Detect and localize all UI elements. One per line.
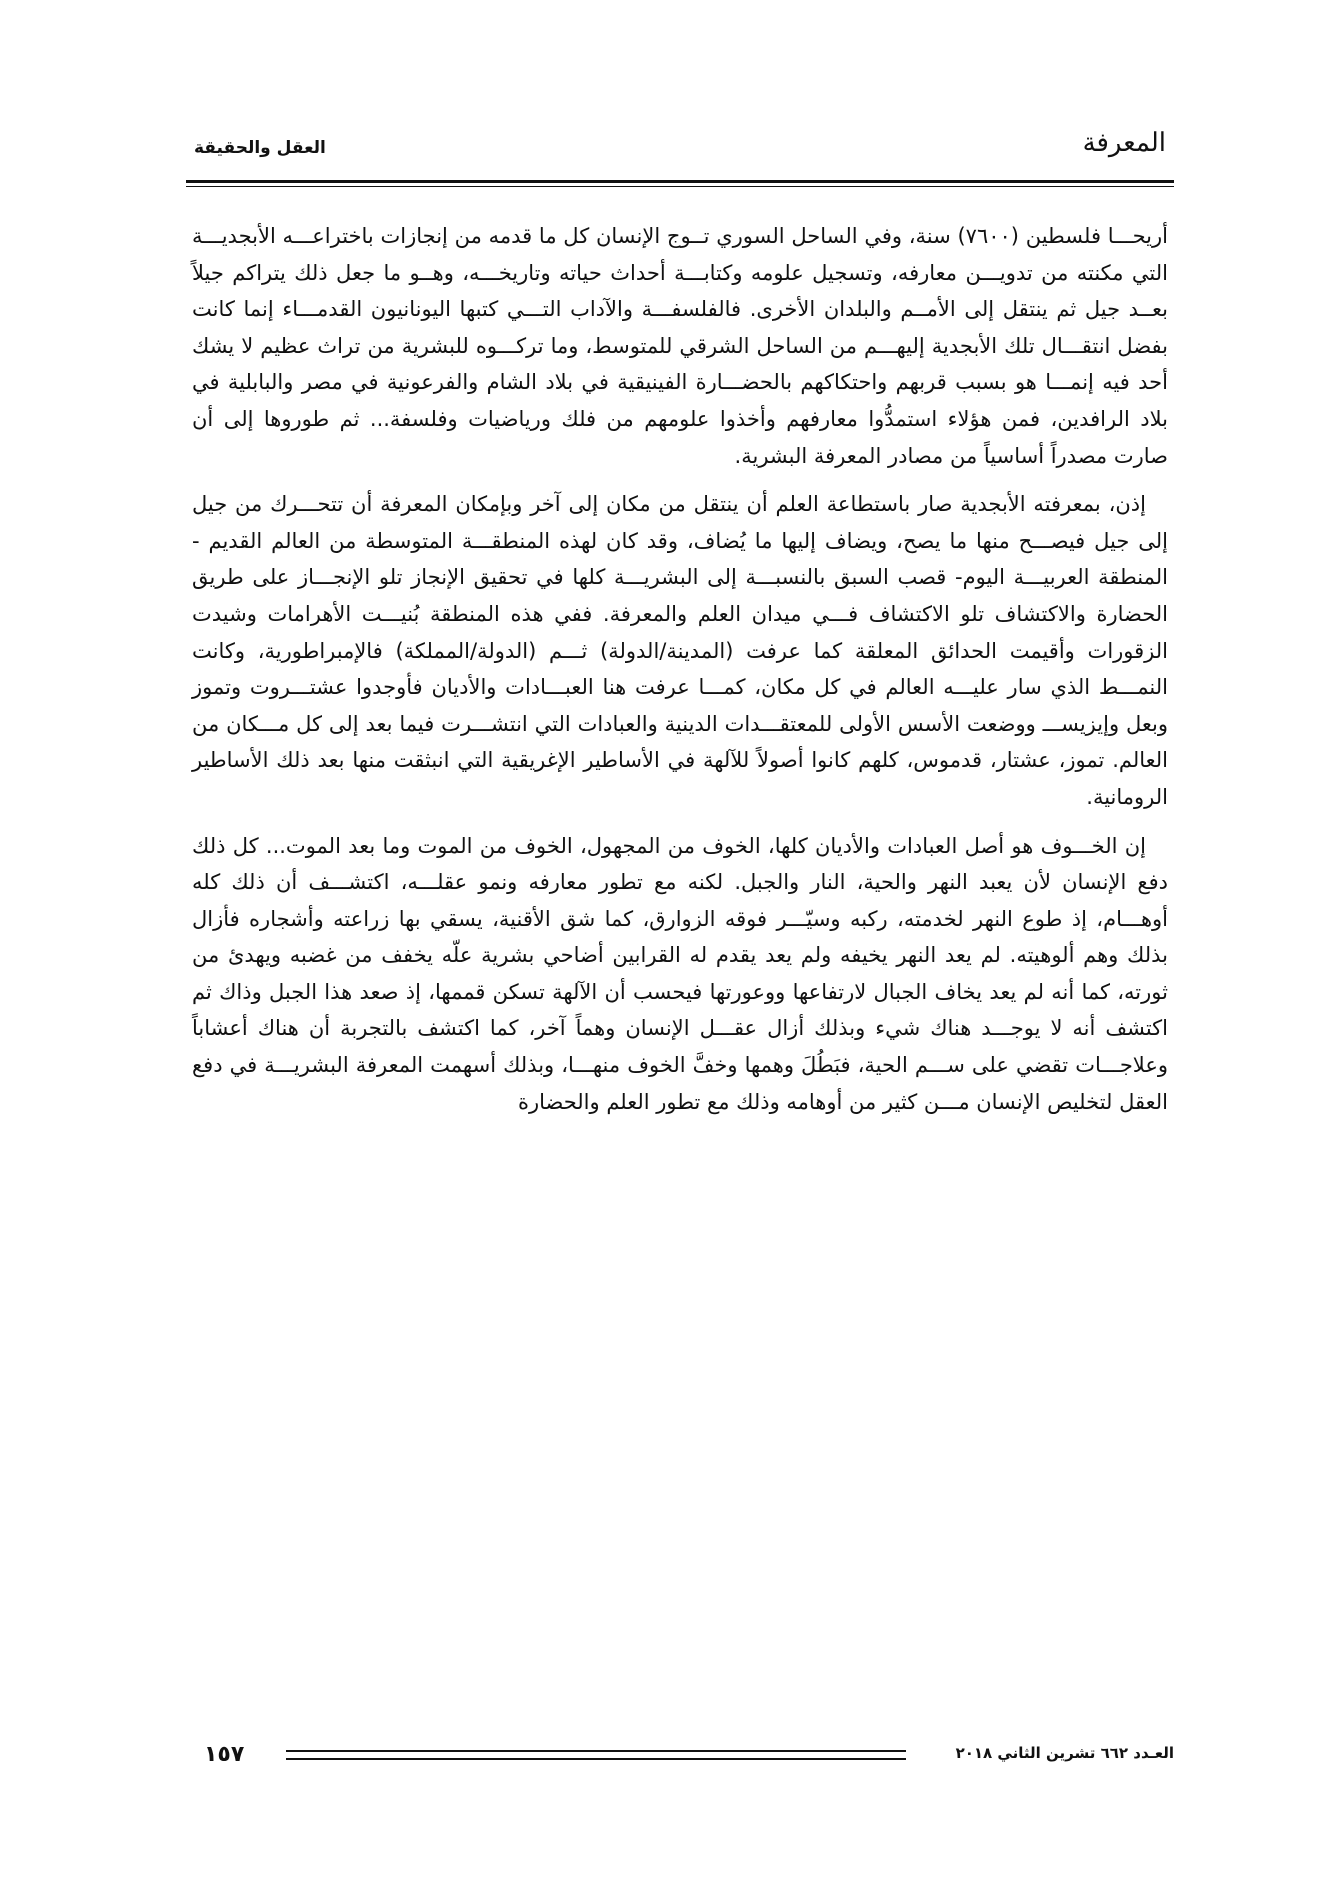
page-header xyxy=(186,128,1174,168)
paragraph-2: إذن، بمعرفته الأبجدية صار باستطاعة العلم أن ينتقل من مكان إلى آخر وبإمكان المعرفة أن تتحـــرك من جيل إلى جيل فيصـــح منها ما يصح، ويضاف إليها ما يُضاف، وقد كان لهذه المنطقـــة المتوسطة من العالم القديم - المنطقة العربيـــة اليوم- قصب السبق بالنسبـــة إلى البشريـــة كلها في تحقيق الإنجاز تلو الإنجـــاز على طريق الحضارة والاكتشاف تلو الاكتشاف فـــي ميدان العلم والمعرفة. ففي هذه المنطقة بُنيـــت الأهرامات وشيدت الزقورات وأقيمت الحدائق المعلقة كما عرفت (المدينة/الدولة) ثـــم (الدولة/المملكة) فالإمبراطورية، وكانت النمـــط الذي سار عليـــه العالم في كل مكان، كمـــا عرفت هنا العبـــادات والأديان فأوجدوا عشتـــروت وتموز وبعل وإيزيســـ ووضعت الأسس الأولى للمعتقـــدات الدينية والعبادات التي انتشـــرت فيما بعد إلى كل مـــكان من العالم. تموز، عشتار، قدموس، كلهم كانوا أصولاً للآلهة في الأساطير الإغريقية التي انبثقت منها بعد ذلك الأساطير الرومانية. xyxy=(192,492,1168,809)
page-number: ١٥٧ xyxy=(204,1742,245,1767)
running-title: العقل والحقيقة xyxy=(194,138,326,158)
header-rule-thin xyxy=(186,186,1174,187)
page-footer xyxy=(186,1738,1174,1778)
paragraph-1: أريحـــا فلسطين (٧٦٠٠) سنة، وفي الساحل السوري تــوج الإنسان كل ما قدمه من إنجازات باختراعـــه الأبجديـــة التي مكنته من تدويـــن معارفه، وتسجيل علومه وكتابـــة أحداث حياته وتاريخـــه، وهــو ما جعل ذلك يتراكم جيلاً بعــد جيل ثم ينتقل إلى الأمــم والبلدان الأخرى. فالفلسفـــة والآداب التـــي كتبها اليونانيون القدمـــاء إنما كانت بفضل انتقـــال تلك الأبجدية إليهـــم من الساحل الشرقي للمتوسط، وما تركـــوه للبشرية من تراث عظيم لا يشك أحد فيه إنمـــا هو بسبب قربهم واحتكاكهم بالحضـــارة الفينيقية في بلاد الشام والفرعونية في مصر والبابلية في بلاد الرافدين، فمن هؤلاء استمدُّوا معارفهم وأخذوا علومهم من فلك ورياضيات وفلسفة... ثم طوروها إلى أن صارت مصدراً أساسياً من مصادر المعرفة البشرية. xyxy=(192,224,1168,468)
article-body xyxy=(192,218,1168,1132)
footer-rule-second xyxy=(286,1758,906,1760)
footer-rule xyxy=(286,1750,906,1752)
magazine-logo: المعرفة xyxy=(1082,128,1166,158)
header-rule xyxy=(186,180,1174,183)
paragraph-3: إن الخـــوف هو أصل العبادات والأديان كلها، الخوف من المجهول، الخوف من الموت وما بعد الموت... كل ذلك دفع الإنسان لأن يعبد النهر والحية، النار والجبل. لكنه مع تطور معارفه ونمو عقلـــه، اكتشـــف أن ذلك كله أوهـــام، إذ طوع النهر لخدمته، ركبه وسيّـــر فوقه الزوارق، كما شق الأقنية، يسقي بها زراعته وأشجاره فأزال بذلك وهم ألوهيته. لم يعد النهر يخيفه ولم يعد يقدم له القرابين أضاحي بشرية علّه يخفف من غضبه ويهدئ من ثورته، كما أنه لم يعد يخاف الجبال لارتفاعها ووعورتها فيحسب أن الآلهة تسكن قممها، إذ صعد هذا الجبل وذاك ثم اكتشف أنه لا يوجـــد هناك شيء وبذلك أزال عقـــل الإنسان وهماً آخر، كما اكتشف بالتجربة أن هناك أعشاباً وعلاجـــات تقضي على ســـم الحية، فبَطُلَ وهمها وخفَّ الخوف منهـــا، وبذلك أسهمت المعرفة البشريـــة في دفع العقل لتخليص الإنسان مـــن كثير من أوهامه وذلك مع تطور العلم والحضارة xyxy=(192,833,1168,1114)
issue-info: العـدد ٦٦٢ تشرين الثاني ٢٠١٨ xyxy=(955,1744,1174,1762)
